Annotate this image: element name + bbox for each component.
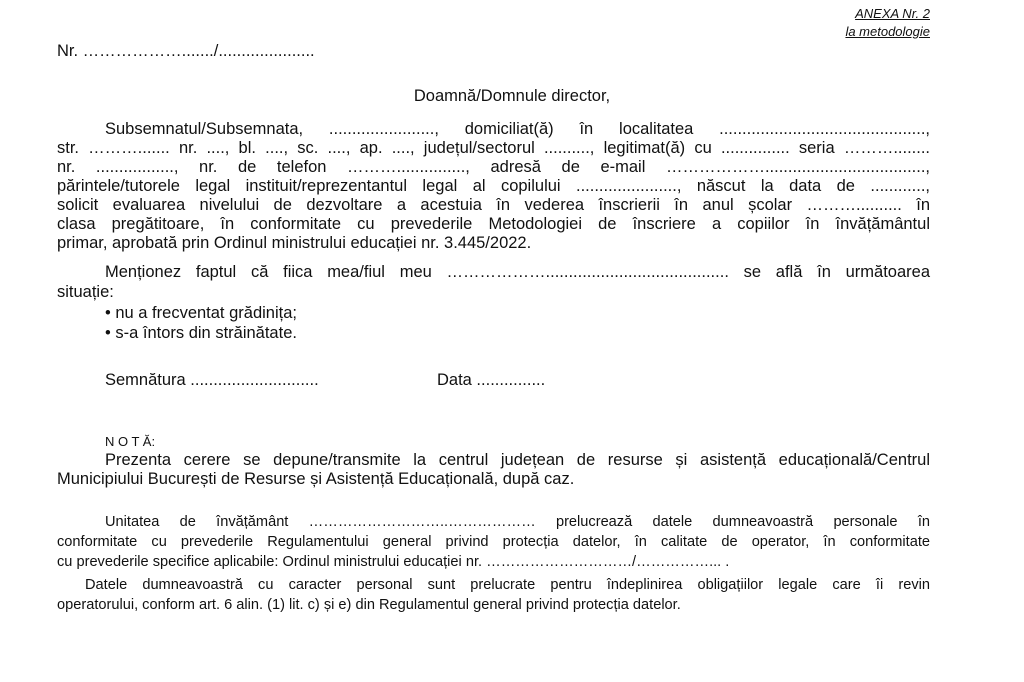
note-line: Municipiului București de Resurse și Asistență Educațională, după caz. bbox=[57, 470, 575, 488]
request-line: Subsemnatul/Subsemnata, ......................., domiciliat(ă) în localitatea ............................................., bbox=[105, 120, 930, 138]
gdpr-line: Unitatea de învățământ ………………………..……………… prelucrează datele dumneavoastră personale în bbox=[105, 514, 930, 530]
note-line: Prezenta cerere se depune/transmite la centrul județean de resurse și asistență educațională/Centrul bbox=[105, 451, 930, 469]
bullet-item: • nu a frecventat grădinița; bbox=[105, 304, 297, 322]
annex-number: ANEXA Nr. 2 bbox=[855, 6, 930, 21]
request-line: primar, aprobată prin Ordinul ministrului educației nr. 3.445/2022. bbox=[57, 234, 532, 252]
request-line: nr. ................., nr. de telefon ………..............., adresă de e-mail ………………..................................., bbox=[57, 158, 930, 176]
annex-reference: la metodologie bbox=[845, 24, 930, 39]
request-line: clasa pregătitoare, în conformitate cu prevederile Metodologiei de înscriere a copiilor în învățământul bbox=[57, 215, 930, 233]
gdpr-line: operatorului, conform art. 6 alin. (1) lit. c) și e) din Regulamentul general privind protecția datelor. bbox=[57, 597, 681, 613]
mention-line: Menționez faptul că fiica mea/fiul meu ………………........................................ se află în următoarea bbox=[105, 263, 930, 281]
signature-field: Semnătura ............................ bbox=[105, 371, 319, 389]
registration-number: Nr. ………………......./..................... bbox=[57, 42, 315, 60]
request-line: str. ………....... nr. ...., bl. ...., sc. ...., ap. ...., județul/sectorul .........., legitimat(ă) cu ............... seria ………........ bbox=[57, 139, 930, 157]
gdpr-line: conformitate cu prevederile Regulamentului general privind protecția datelor, în calitate de operator, în conformitate bbox=[57, 534, 930, 550]
salutation: Doamnă/Domnule director, bbox=[413, 87, 611, 105]
mention-line: situație: bbox=[57, 283, 114, 301]
gdpr-line: Datele dumneavoastră cu caracter personal sunt prelucrate pentru îndeplinirea obligațiilor legale care îi revin bbox=[85, 577, 930, 593]
note-title: N O T Ă: bbox=[105, 434, 156, 449]
request-line: părintele/tutorele legal instituit/reprezentantul legal al copilului ......................, născut la data de ............, bbox=[57, 177, 930, 195]
gdpr-line: cu prevederile specifice aplicabile: Ordinul ministrului educației nr. …………………………/……………... . bbox=[57, 554, 730, 570]
request-line: solicit evaluarea nivelului de dezvoltare a acestuia în vederea înscrierii în anul școlar ……….......... în bbox=[57, 196, 930, 214]
date-field: Data ............... bbox=[437, 371, 546, 389]
bullet-item: • s-a întors din străinătate. bbox=[105, 324, 297, 342]
